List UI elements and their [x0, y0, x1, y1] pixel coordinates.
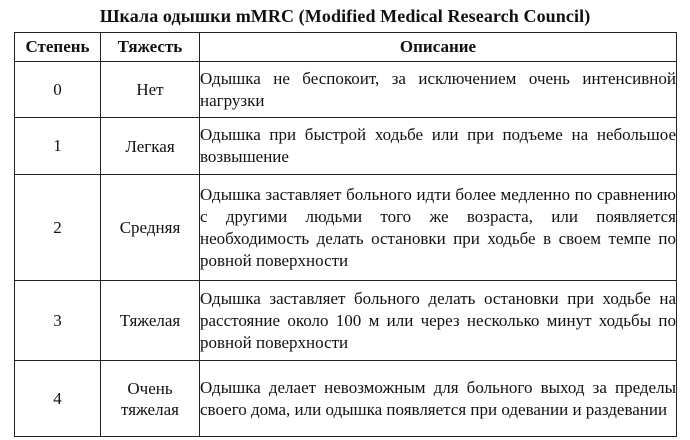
- degree-cell: 2: [15, 175, 101, 281]
- description-cell: Одышка при быстрой ходьбе или при подъеме на небольшое возвышение: [200, 118, 677, 175]
- description-cell: Одышка не беспокоит, за исключением очень интенсивной нагрузки: [200, 62, 677, 118]
- degree-cell: 0: [15, 62, 101, 118]
- table-row: [15, 361, 677, 437]
- table-row: [15, 175, 677, 281]
- table-header-row: [15, 33, 677, 62]
- header-description: Описание: [200, 33, 677, 62]
- severity-cell: Нет: [101, 62, 200, 118]
- description-cell: Одышка делает невозможным для больного выход за пределы своего дома, или одышка появляется при одевании и раздевании: [200, 361, 677, 437]
- severity-cell: Очень тяжелая: [101, 361, 200, 437]
- header-severity: Тяжесть: [101, 33, 200, 62]
- table-row: [15, 118, 677, 175]
- description-cell: Одышка заставляет больного идти более медленно по сравнению с другими людьми того же возраста, или появляется необходимость делать остановки при ходьбе в своем темпе по ровной поверхности: [200, 175, 677, 281]
- table-row: [15, 281, 677, 361]
- table-row: [15, 62, 677, 118]
- header-degree: Степень: [15, 33, 101, 62]
- document-title: Шкала одышки mMRC (Modified Medical Research Council): [99, 6, 591, 26]
- severity-cell: Средняя: [101, 175, 200, 281]
- severity-cell: Легкая: [101, 118, 200, 175]
- severity-cell: Тяжелая: [101, 281, 200, 361]
- degree-cell: 3: [15, 281, 101, 361]
- mmrc-scale-table: [14, 32, 677, 437]
- degree-cell: 4: [15, 361, 101, 437]
- description-cell: Одышка заставляет больного делать остановки при ходьбе на расстояние около 100 м или через несколько минут ходьбы по ровной поверхности: [200, 281, 677, 361]
- degree-cell: 1: [15, 118, 101, 175]
